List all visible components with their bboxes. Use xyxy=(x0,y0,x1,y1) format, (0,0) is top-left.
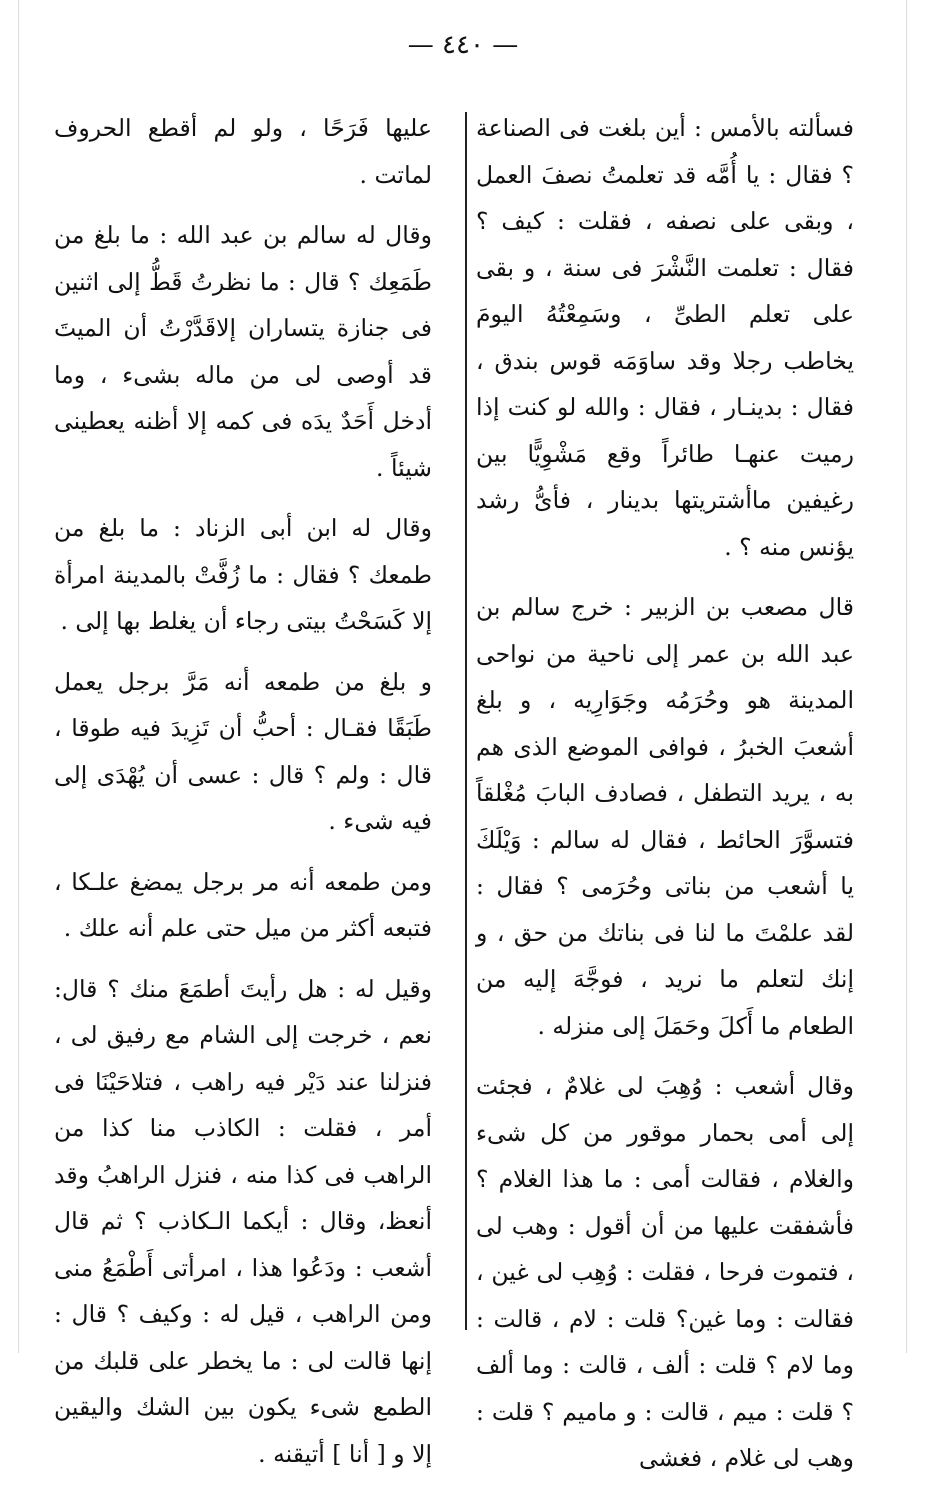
scan-edge-left xyxy=(18,0,19,1353)
paragraph: وقال أشعب : وُهِبَ لى غلامٌ ، فجئت إلى أمى بحمار موقور من كل شىء والغلام ، فقالت أمى : ما هذا الغلام ؟ فأشفقت عليها من أن أقول : وهب لى ، فتموت فرحا ، فقلت : وُهِب لى غين ، فقالت : وما غين؟ قلت : لام ، قالت : وما لام ؟ قلت : ألف ، قالت : وما ألف ؟ قلت : ميم ، قالت : و ماميم ؟ قلت : وهب لى غلام ، فغشى xyxy=(476,1072,854,1472)
paragraph: وقال له ابن أبى الزناد : ما بلغ من طمعك ؟ فقال : ما زُفَّتْ بالمدينة امرأة إلا كَسَحْتُ بيتى رجاء أن يغلط بها إلى . xyxy=(54,514,432,635)
paragraph: وقيل له : هل رأيتَ أطمَعَ منك ؟ قال: نعم ، خرجت إلى الشام مع رفيق لى ، فنزلنا عند دَيْر فيه راهب ، فتلاحَيْنَا فى أمر ، فقلت : الكاذب منا كذا من الراهب فى كذا منه ، فنزل الراهبُ وقد أنعظ، وقال : أيكما الـكاذب ؟ ثم قال أشعب : ودَعُوا هذا ، امرأتى أَطْمَعُ منى ومن الراهب ، قيل له : وكيف ؟ قال : إنها قالت لى : ما يخطر على قلبك من الطمع شىء يكون بين الشك واليقين إلا و [ أنا ] أتيقنه . xyxy=(54,974,432,1468)
right-column xyxy=(476,105,854,1496)
paragraph: قال مصعب بن الزبير : خرج سالم بن عبد الله بن عمر إلى ناحية من نواحى المدينة هو وحُرَمُه وجَوَارِيه ، و بلغ أشعبَ الخبرُ ، فوافى الموضع الذى هم به ، يريد التطفل ، فصادف البابَ مُغْلقاً فتسوَّرَ الحائط ، فقال له سالم : وَيْلَكَ يا أشعب من بناتى وحُرَمى ؟ فقال : لقد علمْتَ ما لنا فى بناتك من حق ، و إنك لتعلم ما نريد ، فوجَّهَ إليه من الطعام ما أَكلَ وحَمَلَ إلى منزله . xyxy=(476,593,854,1040)
left-column xyxy=(54,105,432,1491)
page-number: — ٤٤٠ — xyxy=(407,30,519,60)
paragraph: فسألته بالأمس : أين بلغت فى الصناعة ؟ فقال : يا أُمَّه قد تعلمتُ نصفَ العمل ، وبقى على نصفه ، فقلت : كيف ؟ فقال : تعلمت النَّشْرَ فى سنة ، و بقى على تعلم الطىِّ ، وسَمِعْتُهُ اليومَ يخاطب رجلا وقد ساوَمَه قوس بندق ، فقال : بدينـار ، فقال : والله لو كنت إذا رميت عنهـا طائراً وقع مَشْوِيًّا بين رغيفين ماأشتريتها بدينار ، فأىُّ رشد يؤنس منه ؟ . xyxy=(476,114,854,561)
paragraph: و بلغ من طمعه أنه مَرَّ برجل يعمل طَبَقًا فقـال : أحبُّ أن تَزِيدَ فيه طوقا ، قال : ولم ؟ قال : عسى أن يُهْدَى إلى فيه شىء . xyxy=(54,667,432,835)
paragraph: وقال له سالم بن عبد الله : ما بلغ من طَمَعِك ؟ قال : ما نظرتُ قَطُّ إلى اثنين فى جنازة يتساران إلاقَدَّرْتُ أن الميتَ قد أوصى لى من ماله بشىء ، وما أدخل أَحَدٌ يدَه فى كمه إلا أظنه يعطينى شيئاً . xyxy=(54,221,432,482)
paragraph: ومن طمعه أنه مر برجل يمضغ علـكا ، فتبعه أكثر من ميل حتى علم أنه علك . xyxy=(54,867,432,942)
paragraph: عليها فَرَحًا ، ولو لم أقطع الحروف لماتت . xyxy=(54,114,432,189)
scan-edge-right xyxy=(906,0,907,1353)
column-divider xyxy=(465,112,467,1330)
